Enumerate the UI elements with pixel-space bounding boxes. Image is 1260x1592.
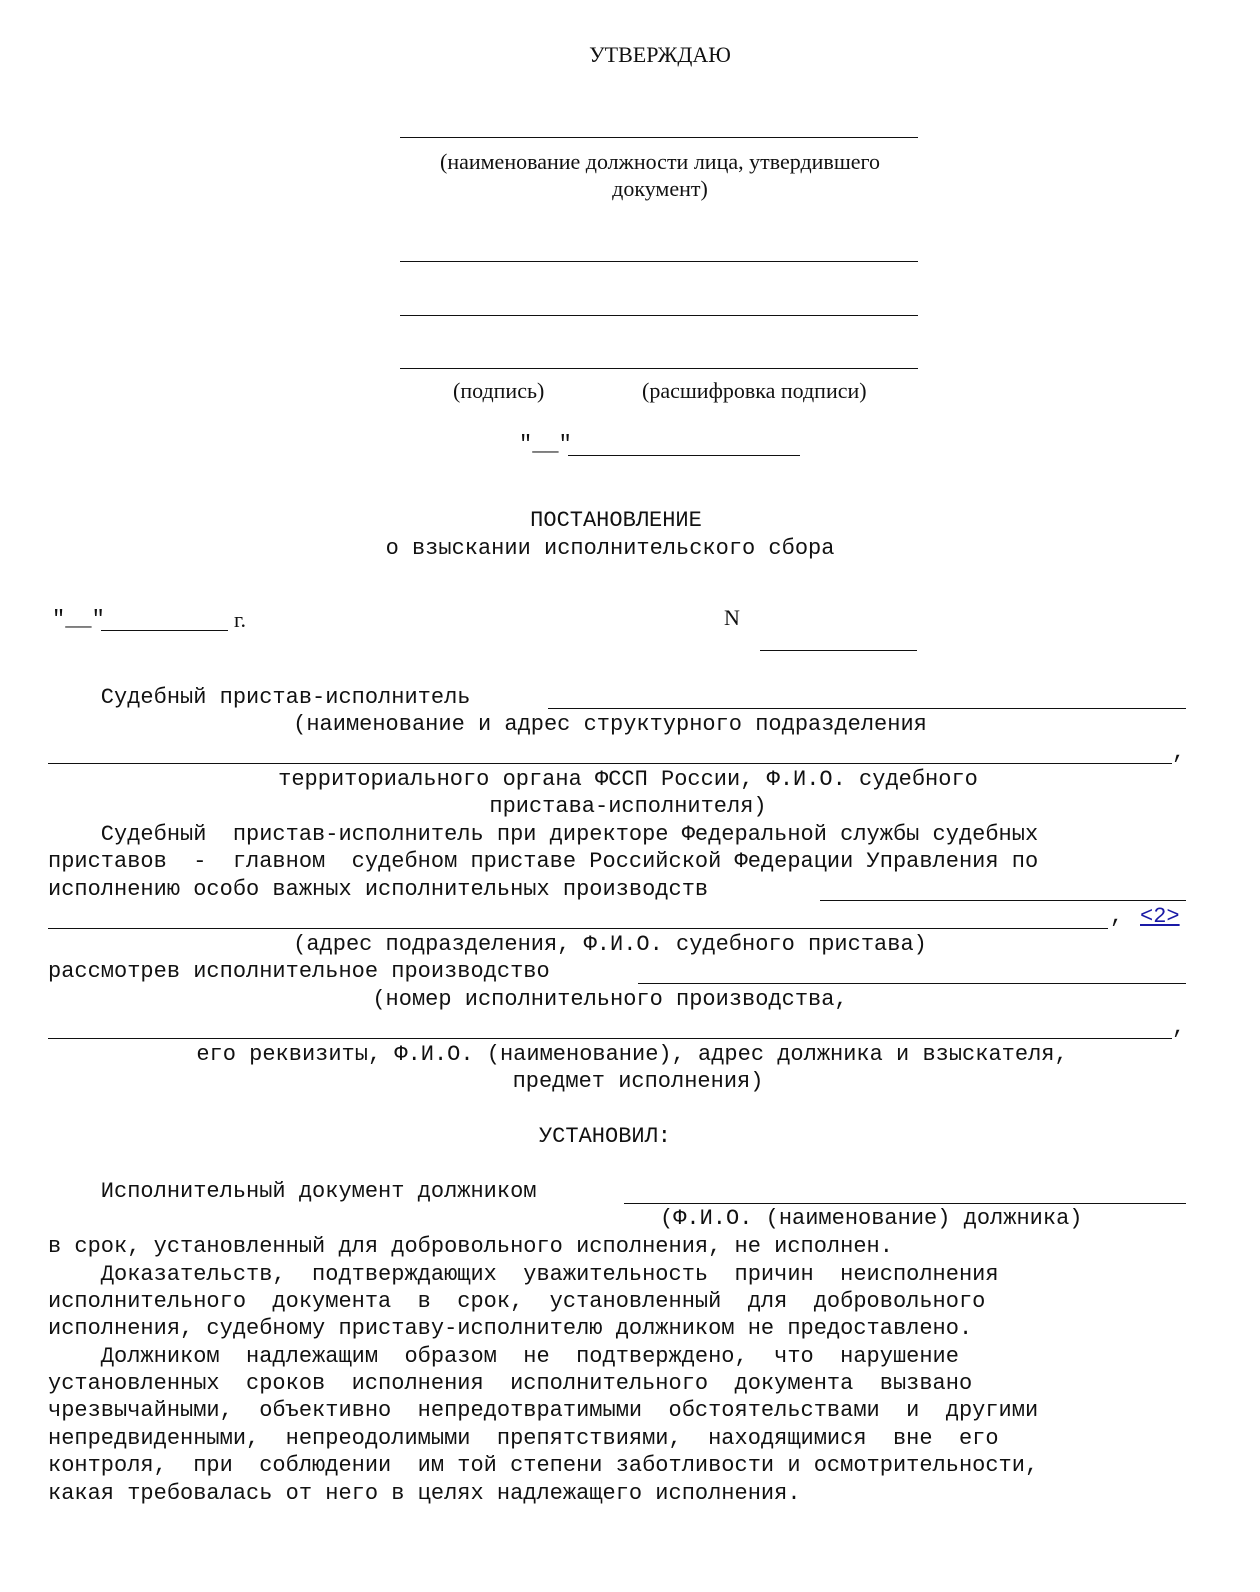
signature-decoding-caption: (расшифровка подписи) xyxy=(642,378,867,403)
doc-number-line xyxy=(760,650,917,651)
established-heading: УСТАНОВИЛ: xyxy=(538,1124,672,1149)
approve-title: УТВЕРЖДАЮ xyxy=(589,42,731,67)
debtor-blank xyxy=(624,1203,1186,1204)
caption-bailiff-name: пристава-исполнителя) xyxy=(489,794,767,819)
caption-department-address: (адрес подразделения, Ф.И.О. судебного пристава) xyxy=(293,932,927,957)
position-caption-line-1: (наименование должности лица, утвердившего xyxy=(440,149,880,174)
footnote-link[interactable]: <2> xyxy=(1140,904,1180,929)
paragraph-2-line-3: исполнения, судебному приставу-исполнителю должником не предоставлено. xyxy=(48,1316,973,1341)
paragraph-3-line-2: установленных сроков исполнения исполнительного документа вызвано xyxy=(48,1371,973,1396)
bailiff-blank xyxy=(548,708,1186,709)
paragraph-3-line-1: Должником надлежащим образом не подтверждено, что нарушение xyxy=(48,1344,959,1369)
production-details-blank xyxy=(48,1038,1172,1039)
signature-caption: (подпись) xyxy=(453,378,545,403)
review-line: рассмотрев исполнительное производство xyxy=(48,959,550,984)
unit-comma: , xyxy=(1172,740,1186,765)
approver-line-2 xyxy=(400,315,918,316)
position-caption xyxy=(380,148,940,202)
doc-date-year: г. xyxy=(234,607,247,632)
approve-date-line xyxy=(568,455,800,456)
caption-subject: предмет исполнения) xyxy=(512,1069,764,1094)
doc-date-day: "__" xyxy=(52,607,105,632)
doc-date-line xyxy=(101,630,228,631)
paragraph-3-line-3: чрезвычайными, объективно непредотвратимыми обстоятельствами и другими xyxy=(48,1398,1039,1423)
paragraph-3-line-6: какая требовалась от него в целях надлежащего исполнения. xyxy=(48,1481,801,1506)
production-blank xyxy=(820,900,1186,901)
caption-unit: (наименование и адрес структурного подразделения xyxy=(293,712,927,737)
paragraph-2-line-1: Доказательств, подтверждающих уважительность причин неисполнения xyxy=(48,1262,999,1287)
caption-debtor: (Ф.И.О. (наименование) должника) xyxy=(660,1206,1083,1231)
unit-blank xyxy=(48,763,1172,764)
position-caption-line-2: документ) xyxy=(612,176,708,201)
caption-territory: территориального органа ФССП России, Ф.И.О. судебного xyxy=(278,767,978,792)
doc-subtitle: о взыскании исполнительского сбора xyxy=(385,536,835,561)
doc-title: ПОСТАНОВЛЕНИЕ xyxy=(530,508,702,533)
approver-line-1 xyxy=(400,261,918,262)
paragraph-3-line-5: контроля, при соблюдении им той степени заботливости и осмотрительности, xyxy=(48,1453,1039,1478)
caption-requisites: его реквизиты, Ф.И.О. (наименование), адрес должника и взыскателя, xyxy=(196,1042,1068,1067)
production-details-comma: , xyxy=(1172,1015,1186,1040)
paragraph-1-line-2: приставов - главном судебном приставе Российской Федерации Управления по xyxy=(48,849,1039,874)
approve-date-day: "__" xyxy=(519,432,572,457)
bailiff-label: Судебный пристав-исполнитель xyxy=(48,685,471,710)
bailiff-line xyxy=(48,684,1190,711)
department-blank xyxy=(48,928,1108,929)
signature-line xyxy=(400,368,918,369)
paragraph-2-line-2: исполнительного документа в срок, установленный для добровольного xyxy=(48,1289,986,1314)
doc-number-label: N xyxy=(724,605,740,630)
position-line xyxy=(400,137,918,138)
department-comma: , xyxy=(1110,904,1124,929)
caption-production-number: (номер исполнительного производства, xyxy=(372,987,848,1012)
paragraph-3-line-4: непредвиденными, непреодолимыми препятствиями, находящимися вне его xyxy=(48,1426,999,1451)
deadline-line: в срок, установленный для добровольного исполнения, не исполнен. xyxy=(48,1234,893,1259)
paragraph-1-line-1: Судебный пристав-исполнитель при директоре Федеральной службы судебных xyxy=(48,822,1039,847)
doc-debtor-line: Исполнительный документ должником xyxy=(48,1179,537,1204)
paragraph-1-line-3: исполнению особо важных исполнительных производств xyxy=(48,877,709,902)
review-blank xyxy=(638,983,1186,984)
